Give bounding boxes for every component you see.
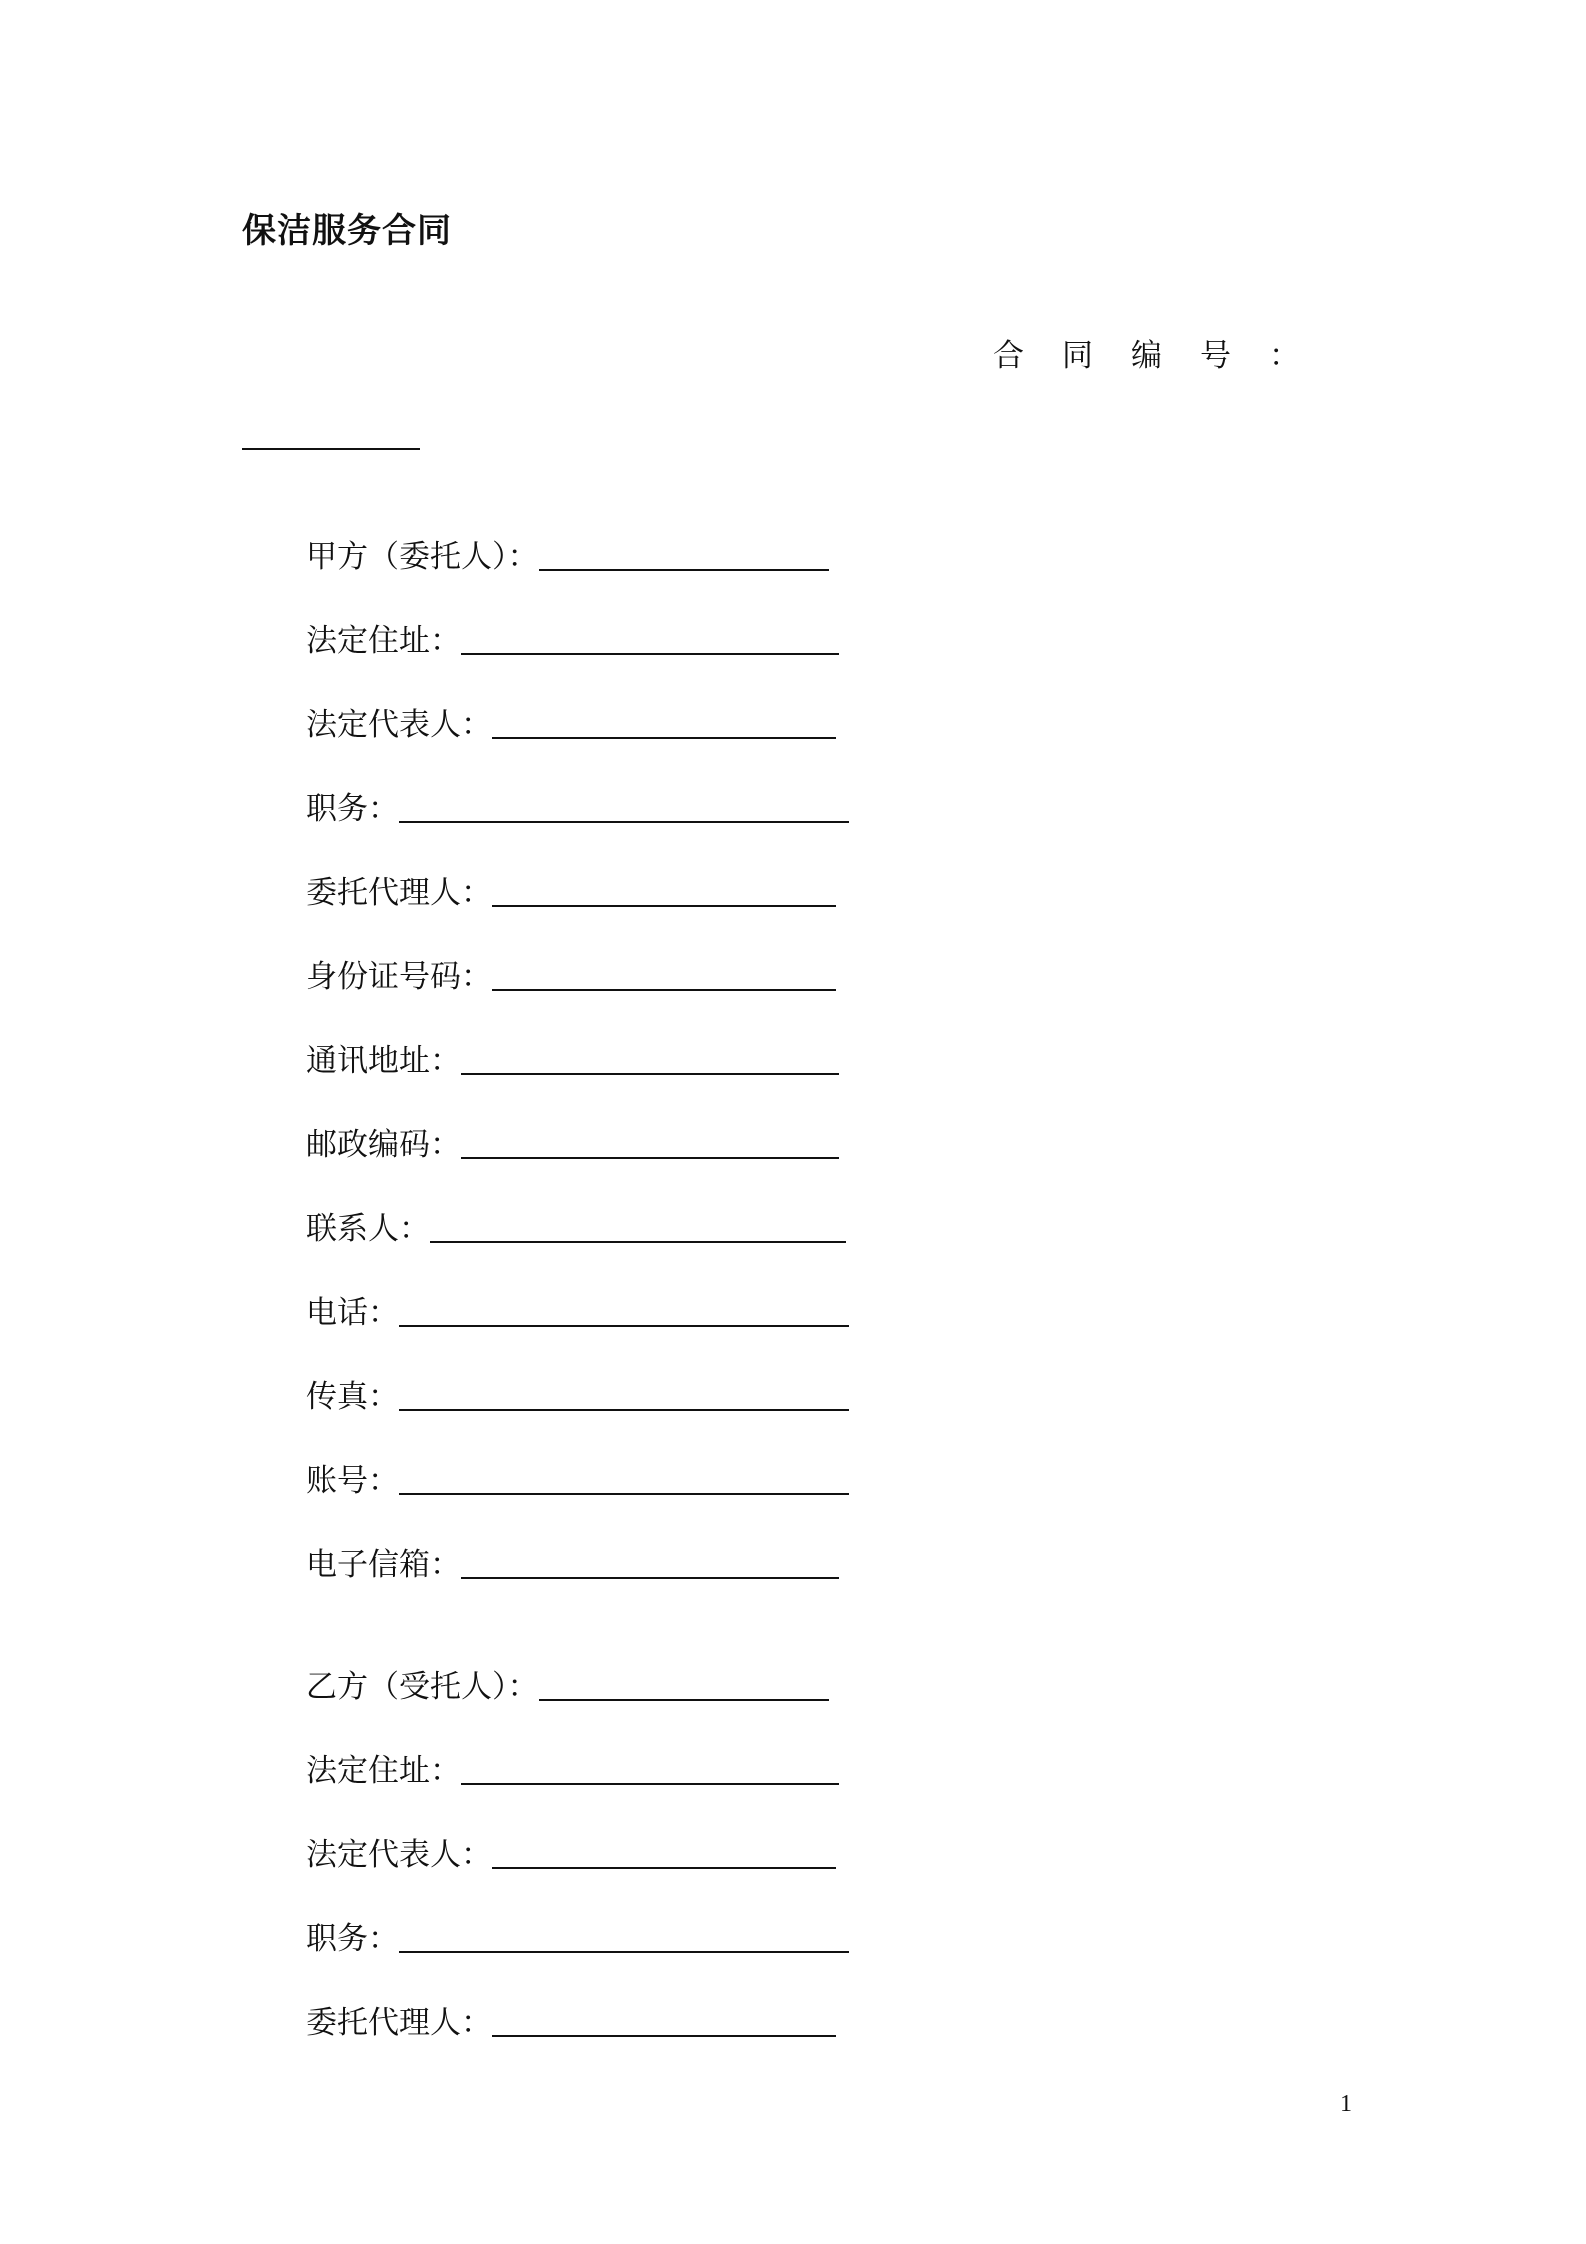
party-b-name-blank [539,1699,829,1701]
field-blank [492,2035,836,2037]
field-blank [461,1073,839,1075]
party-a-field-line [306,1209,846,1249]
party-b-field-line [306,2003,836,2043]
field-label: 委托代理人： [306,2005,492,2041]
field-label: 邮政编码： [306,1127,461,1163]
contract-number-label: 合同编号： [993,338,1338,374]
party-b-heading: 乙方（受托人）： [306,1669,539,1705]
party-a-field-line [306,1461,849,1501]
party-a-field-line [306,1041,839,1081]
contract-number-blank [242,448,420,450]
field-label: 身份证号码： [306,959,492,995]
party-b-heading-line [306,1667,829,1707]
field-blank [492,905,836,907]
party-a-heading-line [306,537,829,577]
field-label: 传真： [306,1379,399,1415]
party-a-heading: 甲方（委托人）： [306,539,539,575]
field-blank [399,1951,849,1953]
field-label: 法定住址： [306,623,461,659]
party-a-field-line [306,1545,839,1585]
field-blank [492,1867,836,1869]
party-b-field-line [306,1835,836,1875]
party-a-field-line [306,789,849,829]
party-a-field-line [306,1377,849,1417]
field-label: 法定住址： [306,1753,461,1789]
party-b-field-line [306,1919,849,1959]
party-a-field-line [306,705,836,745]
party-a-field-line [306,621,839,661]
field-label: 法定代表人： [306,707,492,743]
party-b-field-line [306,1751,839,1791]
field-label: 通讯地址： [306,1043,461,1079]
field-label: 电话： [306,1295,399,1331]
field-blank [492,737,836,739]
field-blank [399,1493,849,1495]
field-label: 职务： [306,1921,399,1957]
party-a-field-line [306,957,836,997]
field-blank [399,821,849,823]
field-blank [399,1409,849,1411]
party-a-field-line [306,1125,839,1165]
field-blank [399,1325,849,1327]
field-label: 职务： [306,791,399,827]
party-a-name-blank [539,569,829,571]
party-a-field-line [306,873,836,913]
field-blank [461,1157,839,1159]
party-a-field-line [306,1293,849,1333]
page-number: 1 [1340,2091,1352,2117]
field-label: 法定代表人： [306,1837,492,1873]
field-blank [461,1783,839,1785]
field-label: 电子信箱： [306,1547,461,1583]
field-label: 委托代理人： [306,875,492,911]
field-blank [492,989,836,991]
field-blank [430,1241,846,1243]
field-label: 账号： [306,1463,399,1499]
field-label: 联系人： [306,1211,430,1247]
field-blank [461,1577,839,1579]
field-blank [461,653,839,655]
document-title: 保洁服务合同 [242,211,452,251]
